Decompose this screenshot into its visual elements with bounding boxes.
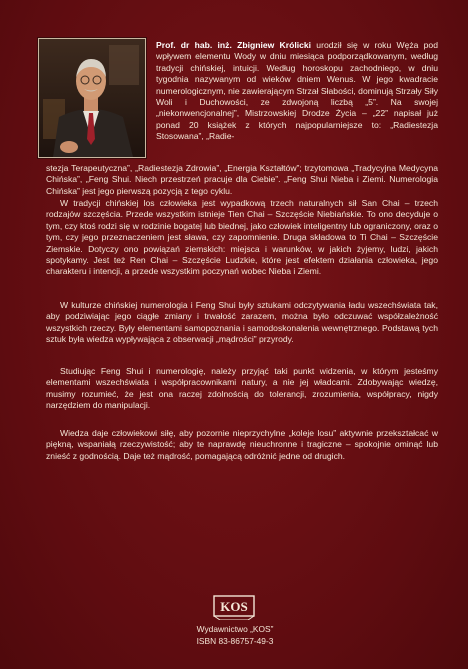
- paragraph-1: W tradycji chińskiej los człowieka jest wypadkową trzech naturalnych sił San Chai – trzech rodzajów szczęścia. Przede wszystkim istnieje Tien Chai – Szczęście Niebiańskie. To ono decyduje o tym, czy ktoś rodzi się w rodzinie bogatej lub biednej, jako człowiek inteligentny lub ograniczony, oraz o tym, czy jego przeznaczeniem jest sława, czy zapomnienie. Druga składowa to Ti Chai – Szczęście Ziemskie. Dotyczy ono powiązań ziemskich: miejsca i warunków, w jakich żyjemy, ludzi, jakich spotykamy. Jest też Ren Chai – Szczęście Ludzkie, które jest efektem działania człowieka, jego charakteru i intencji, a przede wszystkim poczynań wobec Nieba i Ziemi.: [46, 198, 438, 277]
- author-name: Prof. dr hab. inż. Zbigniew Królicki: [156, 40, 312, 50]
- publisher-logo: [212, 592, 256, 620]
- paragraph-2: W kulturze chińskiej numerologia i Feng Shui były sztukami odczytywania ładu wszechświata tak, aby podziwiając jego ciągłe zmiany i trwałość zarazem, można było odczuwać współzależność wszystkich rzeczy. Były elementami samopoznania i samodoskonalenia wewnętrznego. Podstawą tych sztuk była wiedza wypływająca z obserwacji „mądrości” przyrody.: [46, 300, 438, 345]
- author-bio-continued: stezja Terapeutyczna”, „Radiestezja Zdrowia”, „Energia Kształtów”; trzytomowa „Tradycyjna Medycyna Chińska”, „Feng Shui. Niech przestrzeń pracuje dla Ciebie”. „Feng Shui Nieba i Ziemi. Numerologia Chińska” jest jego pierwszą pozycją z tego cyklu.: [46, 163, 438, 196]
- author-portrait-image: [39, 39, 145, 157]
- author-bio: [156, 40, 438, 143]
- author-photo: [38, 38, 146, 158]
- paragraph-3: Studiując Feng Shui i numerologię, należy przyjąć taki punkt widzenia, w którym jesteśmy elementami wszechświata i współpracownikami natury, a nie jej władcami. Zdobywając wiedzę, musimy rozumieć, że jest ona raczej zdolnością do tolerancji, zrozumienia, współpracy, nigdy narzędziem do manipulacji.: [46, 366, 438, 411]
- author-bio-text: urodził się w roku Węża pod wpływem elementu Wody w dniu miesiąca podporządkowanym, według tradycji chińskiej, intuicji. Według horoskopu zachodniego, w dniu tygodnia nazywanym od wieków dniem Wenus. W jego kwadracie numerologicznym, nie zawierającym Strzał Słabości, dominują Strzały Siły Woli i Duchowości, ze zdwojoną liczbą „5”. Na swojej „niekonwencjonalnej”, Mistrzowskiej Drodze Życia – „22” napisał już ponad 20 książek z których najpopularniejsze to: „Radiestezja Stosowana”, „Radie-: [156, 40, 438, 142]
- logo-text: KOS: [220, 599, 248, 614]
- paragraph-4: Wiedza daje człowiekowi siłę, aby pozornie nieprzychylne „koleje losu” aktywnie przekształcać w piękną, wspaniałą rzeczywistość; aby te naprawdę nieuchronne i tragiczne – spokojnie ominąć lub znieść z godnością. Daje też mądrość, pomagającą odróżnić jedne od drugich.: [46, 428, 438, 461]
- publisher-name: Wydawnictwo „KOS”: [196, 624, 274, 634]
- isbn: ISBN 83-86757-49-3: [196, 636, 274, 646]
